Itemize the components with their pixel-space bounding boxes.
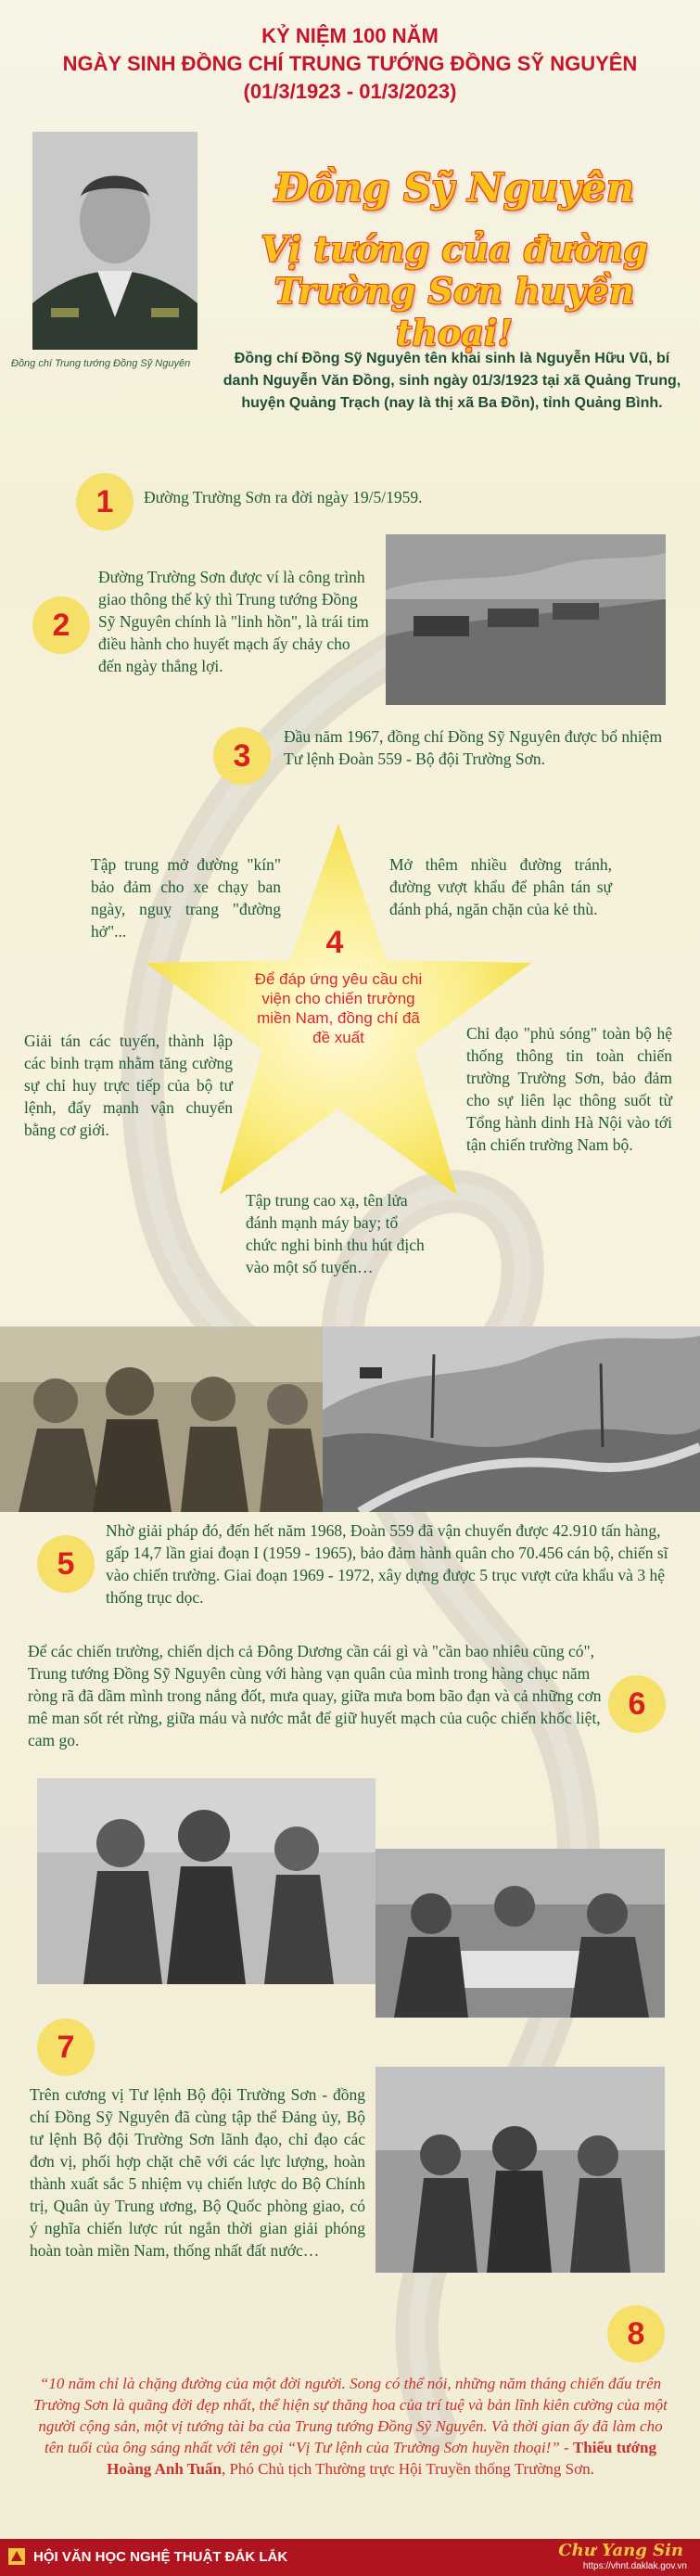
footer-organization: HỘI VĂN HỌC NGHỆ THUẬT ĐẮK LẮK [33,2549,288,2565]
header-line-1: KỶ NIỆM 100 NĂM [261,24,439,47]
intro-paragraph: Đồng chí Đồng Sỹ Nguyên tên khai sinh là Nguyễn Hữu Vũ, bí danh Nguyễn Văn Đồng, sinh ngày 01/3/1923 tại xã Quảng Trung, huyện Quảng Trạch (nay là thị xã Ba Đồn), tỉnh Quảng Bình. [223,351,681,411]
section-2-text: Đường Trường Sơn được ví là công trình giao thông thế kỷ thì Trung tướng Đồng Sỹ Nguyên chính là "linh hồn", là trái tim điều hành cho huyết mạch ấy chảy cho đến ngày thắng lợi. [98,568,369,675]
quote-text: “10 năm chỉ là chặng đường của một đời người. Song có thể nói, những năm tháng chiến đấu trên Trường Sơn là quãng đời đẹp nhất, thể hiện sự thăng hoa của trí tuệ và bản lĩnh kiên cường của một người cộng sản, một vị tướng tài ba của Trung tướng Đồng Sỹ Nguyên. Và thời gian ấy đã làm cho tên tuổi của ông sáng nhất với tên gọi “Vị Tư lệnh của Trường Sơn huyền thoại!” - [33,2375,668,2456]
section-6-badge: 6 [608,1675,666,1733]
photo-mountain-road [323,1326,700,1512]
portrait-caption: Đồng chí Trung tướng Đồng Sỹ Nguyên [11,358,191,369]
section-4-badge: 4 [325,925,344,960]
section-1-text: Đường Trường Sơn ra đời ngày 19/5/1959. [144,488,423,506]
photo-general-field [37,1778,375,1984]
section-4-point-bottom: Tập trung cao xạ, tên lửa đánh mạnh máy bay; tổ chức nghi binh thu hút địch vào một số tuyến… [246,1191,425,1276]
photo-general-walking [375,2067,665,2273]
section-7-text: Trên cương vị Tư lệnh Bộ đội Trường Sơn - đồng chí Đồng Sỹ Nguyên đã cùng tập thể Đảng ủy, Bộ tư lệnh Bộ đội Trường Sơn lãnh đạo, chỉ đạo các đơn vị, phối hợp chặt chẽ với các lực lượng, hoàn thành xuất sắc 5 nhiệm vụ chiến lược do Bộ Chính trị, Quân ủy Trung ương, Bộ Quốc phòng giao, có ý nghĩa chiến lược rút ngắn thời gian giải phóng hoàn toàn miền Nam, thống nhất đất nước… [30,2085,365,2260]
section-5-text: Nhờ giải pháp đó, đến hết năm 1968, Đoàn 559 đã vận chuyển được 42.910 tấn hàng, gấp 14,7 lần giai đoạn I (1959 - 1965), bảo đảm hành quân cho 70.456 cán bộ, chiến sĩ vào chiến trường. Giai đoạn 1969 - 1972, xây dựng được 5 trục vượt cửa khẩu và 3 hệ thống trục dọc. [106,1521,668,1607]
section-3-text: Đầu năm 1967, đồng chí Đồng Sỹ Nguyên được bổ nhiệm Tư lệnh Đoàn 559 - Bộ đội Trường Sơn. [284,727,663,768]
header-line-3: (01/3/1923 - 01/3/2023) [243,80,457,103]
section-4-point-top-left: Tập trung mở đường "kín" bảo đảm cho xe chạy ban ngày, nguỵ trang "đường hở"... [91,855,281,941]
section-4-point-right: Chỉ đạo "phủ sóng" toàn bộ hệ thống thông tin toàn chiến trường Trường Sơn, bảo đảm cho sự liên lạc thông suốt từ Tổng hành dinh Hà Nội vào tới tận chiến trường Nam bộ. [466,1024,672,1154]
section-5-badge: 5 [37,1535,95,1593]
photo-convoy-road [386,534,666,705]
section-4-point-top-right: Mở thêm nhiều đường tránh, đường vượt khẩu để phân tán sự đánh phá, ngăn chặn của kẻ thù. [389,855,612,918]
footer-bar [0,2539,700,2576]
page-header [0,22,700,106]
photo-officers-map [375,1849,665,2018]
section-7-badge: 7 [37,2019,95,2076]
section-3-badge: 3 [213,727,271,785]
section-6-text: Để các chiến trường, chiến dịch cả Đông Dương cần cái gì và "cần bao nhiêu cũng có", Trung tướng Đồng Sỹ Nguyên cùng với hàng vạn quân của mình trong hàng chục năm ròng rã đã dầm mình trong nắng đốt, mưa quay, giữa mưa bom bão đạn và cả những cơn mê man sốt rét rừng, giữa máu và nước mắt để giữ huyết mạch của cuộc chiến khốc liệt, cam go. [28,1642,602,1749]
section-4-center-text: Để đáp ứng yêu cầu chi viện cho chiến trường miền Nam, đồng chí đã đề xuất [254,970,423,1046]
section-4-point-left: Giải tán các tuyến, thành lập các binh trạm nhằm tăng cường sự chỉ huy trực tiếp của bộ tư lệnh, đẩy mạnh vận chuyển bằng cơ giới. [24,1032,233,1139]
quote-author-role: , Phó Chủ tịch Thường trực Hội Truyền thống Trường Sơn. [221,2460,594,2478]
title-name: Đồng Sỹ Nguyên [274,165,635,211]
section-1-badge: 1 [76,473,134,531]
footer-brand-logo: Chư Yang Sin [558,2541,683,2560]
title-subtitle: Vị tướng của đường Trường Sơn huyền thoại! [261,228,648,353]
footer-url[interactable]: https://vhnt.daklak.gov.vn [582,2561,687,2571]
section-2-badge: 2 [32,596,90,654]
quote-author: Thiếu tướng Hoàng Anh Tuấn [107,2439,656,2478]
association-logo-icon [7,2547,26,2566]
portrait-photo [32,132,197,350]
photo-soldiers-group [0,1326,334,1512]
closing-quote [30,2373,671,2480]
section-8-badge: 8 [607,2305,665,2363]
header-line-2: NGÀY SINH ĐỒNG CHÍ TRUNG TƯỚNG ĐỒNG SỸ NGUYÊN [62,52,638,75]
